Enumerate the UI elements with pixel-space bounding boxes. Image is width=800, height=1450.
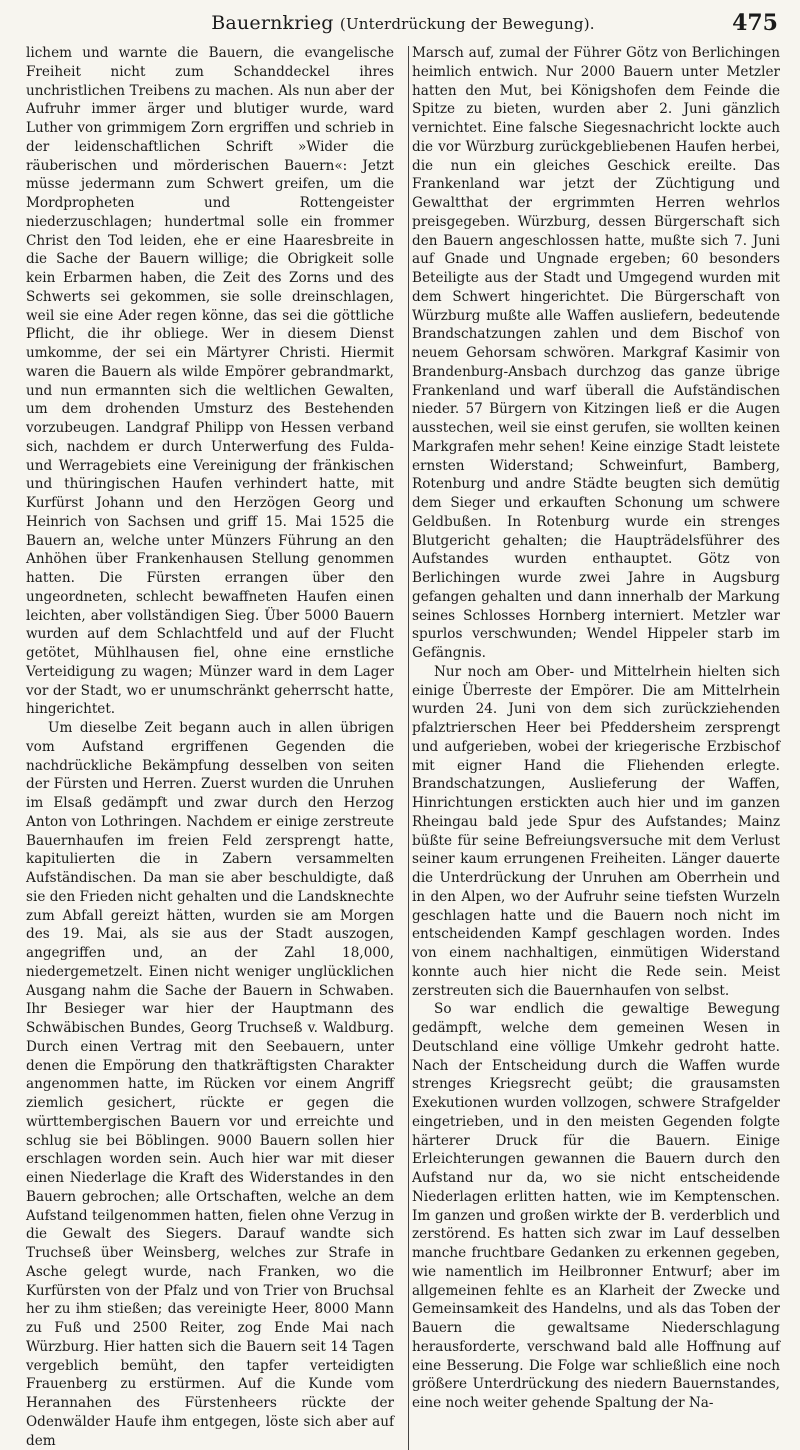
page-header — [26, 0, 780, 44]
running-head-title: Bauernkrieg — [211, 12, 334, 34]
article-body — [26, 44, 780, 1450]
right-column — [412, 44, 780, 1450]
paragraph: Nur noch am Ober- und Mittelrhein hielten sich einige Überreste der Empörer. Die am Mittelrhein wurden 24. Juni von dem sich zurückziehenden pfalztrierschen Heer bei Pfeddersheim zersprengt und aufgerieben, wobei der kriegerische Erzbischof mit eigner Hand die Fliehenden erlegte. Brandschatzungen, Auslieferung der Waffen, Hinrichtungen erstickten auch hier und im ganzen Rheingau bald jede Spur des Aufstandes; Mainz büßte für seine Befreiungsversuche mit dem Verlust seiner kaum errungenen Freiheiten. Länger dauerte die Unterdrückung der Unruhen am Oberrhein und in den Alpen, wo der Aufruhr seine tiefsten Wurzeln geschlagen hatte und die Bauern noch nicht im entscheidenden Kampf geschlagen worden. Indes von einem nachhaltigen, einmütigen Widerstand konnte auch hier nicht die Rede sein. Meist zerstreuten sich die Bauernhaufen von selbst. — [412, 663, 780, 999]
paragraph: Marsch auf, zumal der Führer Götz von Berlichingen heimlich entwich. Nur 2000 Bauern unter Metzler hatten den Mut, bei Königshofen dem Feinde die Spitze zu bieten, wurden aber 2. Juni gänzlich vernichtet. Eine falsche Siegesnachricht lockte auch die vor Würzburg zurückgebliebenen Haufen herbei, die nun ein gleiches Geschick ereilte. Das Frankenland war jetzt der Züchtigung und Gewaltthat der ergrimmten Herren wehrlos preisgegeben. Würzburg, dessen Bürgerschaft sich den Bauern angeschlossen hatte, mußte sich 7. Juni auf Gnade und Ungnade ergeben; 60 besonders Beteiligte aus der Stadt und Umgegend wurden mit dem Schwert hingerichtet. Die Bürgerschaft von Würzburg mußte alle Waffen ausliefern, bedeutende Brandschatzungen zahlen und dem Bischof von neuem Gehorsam schwören. Markgraf Kasimir von Brandenburg-Ansbach durchzog das ganze übrige Frankenland und warf überall die Aufständischen nieder. 57 Bürgern von Kitzingen ließ er die Augen ausstechen, weil sie einst gerufen, sie wollten keinen Markgrafen mehr sehen! Keine einzige Stadt leistete ernsten Widerstand; Schweinfurt, Bamberg, Rotenburg und andre Städte beugten sich demütig dem Sieger und erkauften Schonung um schwere Geldbußen. In Rotenburg wurde ein strenges Blutgericht gehalten; die Haupträdelsführer des Aufstandes wurden enthauptet. Götz von Berlichingen wurde zwei Jahre in Augsburg gefangen gehalten und dann innerhalb der Markung seines Schlosses Hornberg interniert. Metzler war spurlos verschwunden; Wendel Hippeler starb im Gefängnis. — [412, 45, 780, 661]
page-number: 475 — [732, 10, 778, 36]
paragraph: So war endlich die gewaltige Bewegung gedämpft, welche dem gemeinen Wesen in Deutschland eine völlige Umkehr gedroht hatte. Nach der Entscheidung durch die Waffen wurde strenges Kriegsrecht geübt; die grausamsten Exekutionen wurden vollzogen, schwere Strafgelder eingetrieben, und in den meisten Gegenden folgte härterer Druck für die Bauern. Einige Erleichterungen gewannen die Bauern durch den Aufstand nur da, wo sie nicht entscheidende Niederlagen erlitten hatten, wie im Kemptenschen. Im ganzen und großen wirkte der B. verderblich und zerstörend. Es hatten sich zwar im Lauf desselben manche fruchtbare Gedanken zu erkennen gegeben, wie namentlich im Heilbronner Entwurf; aber im allgemeinen fehlte es an Klarheit der Zwecke und Gemeinsamkeit des Handelns, und als das Toben der Bauern die gewaltsame Niederschlagung herausforderte, verschwand bald alle Hoffnung auf eine Besserung. Die Folge war schließlich eine noch größere Unterdrückung des niedern Bauernstandes, eine noch weiter gehende Spaltung der Na- — [412, 1001, 780, 1411]
paragraph: lichem und warnte die Bauern, die evangelische Freiheit nicht zum Schanddeckel ihres unchristlichen Treibens zu machen. Als nun aber der Aufruhr immer ärger und blutiger wurde, ward Luther von grimmigem Zorn ergriffen und schrieb in der leidenschaftlichen Schrift »Wider die räuberischen und mörderischen Bauern«: Jetzt müsse jedermann zum Schwert greifen, um die Mordpropheten und Rottengeister niederzuschlagen; hundertmal solle ein frommer Christ den Tod leiden, ehe er eine Haaresbreite in die Sache der Bauern willige; die Obrigkeit solle kein Erbarmen haben, die Zeit des Zorns und des Schwerts sei gekommen, sie solle dreinschlagen, weil sie eine Ader regen könne, das sei die göttliche Pflicht, die ihr obliege. Wer in diesem Dienst umkomme, der sei ein Märtyrer Christi. Hiermit waren die Bauern als wilde Empörer gebrandmarkt, und nun ermannten sich die weltlichen Gewalten, um dem drohenden Umsturz des Bestehenden vorzubeugen. Landgraf Philipp von Hessen verband sich, nachdem er durch Unterwerfung des Fulda- und Werragebiets eine Vereinigung der fränkischen und thüringischen Haufen verhindert hatte, mit Kurfürst Johann und den Herzögen Georg und Heinrich von Sachsen und griff 15. Mai 1525 die Bauern an, welche unter Münzers Führung an den Anhöhen über Frankenhausen Stellung genommen hatten. Die Fürsten errangen über den ungeordneten, schlecht bewaffneten Haufen einen leichten, aber vollständigen Sieg. Über 5000 Bauern wurden auf dem Schlachtfeld und auf der Flucht getötet, Mühlhausen fiel, ohne eine ernstliche Verteidigung zu wagen; Münzer ward in dem Lager vor der Stadt, wo er unumschränkt geherrscht hatte, hingerichtet. — [26, 45, 394, 718]
running-head-subtitle: (Unterdrückung der Bewegung). — [339, 15, 595, 33]
column-divider — [408, 46, 409, 1450]
running-head — [26, 12, 780, 34]
paragraph: Um dieselbe Zeit begann auch in allen übrigen vom Aufstand ergriffenen Gegenden die nachdrückliche Bekämpfung desselben von seiten der Fürsten und Herren. Zuerst wurden die Unruhen im Elsaß gedämpft und zwar durch den Herzog Anton von Lothringen. Nachdem er einige zerstreute Bauernhaufen im freien Feld zersprengt hatte, kapitulierten die in Zabern versammelten Aufständischen. Da man sie aber beschuldigte, daß sie den Frieden nicht gehalten und die Landsknechte zum Abfall gereizt hätten, wurden sie am Morgen des 19. Mai, als sie aus der Stadt auszogen, angegriffen und, an der Zahl 18,000, niedergemetzelt. Einen nicht weniger unglücklichen Ausgang nahm die Sache der Bauern in Schwaben. Ihr Besieger war hier der Hauptmann des Schwäbischen Bundes, Georg Truchseß v. Waldburg. Durch einen Vertrag mit den Seebauern, unter denen die Empörung den thatkräftigsten Charakter angenommen hatte, im Rücken vor einem Angriff ziemlich gesichert, rückte er gegen die württembergischen Bauern vor und erreichte und schlug sie bei Böblingen. 9000 Bauern sollen hier erschlagen worden sein. Auch hier war mit dieser einen Niederlage die Kraft des Widerstandes in den Bauern gebrochen; alle Ortschaften, welche an dem Aufstand teilgenommen hatten, fielen ohne Verzug in die Gewalt des Siegers. Darauf wandte sich Truchseß über Weinsberg, welches zur Strafe in Asche gelegt wurde, nach Franken, wo die Kurfürsten von der Pfalz und von Trier von Bruchsal her zu ihm stießen; das vereinigte Heer, 8000 Mann zu Fuß und 2500 Reiter, zog Ende Mai nach Würzburg. Hier hatten sich die Bauern seit 14 Tagen vergeblich bemüht, den tapfer verteidigten Frauenberg zu erstürmen. Auf die Kunde vom Herannahen des Fürstenheers rückte der Odenwälder Haufe ihm entgegen, löste sich aber auf dem — [26, 720, 394, 1449]
left-column — [26, 44, 394, 1450]
